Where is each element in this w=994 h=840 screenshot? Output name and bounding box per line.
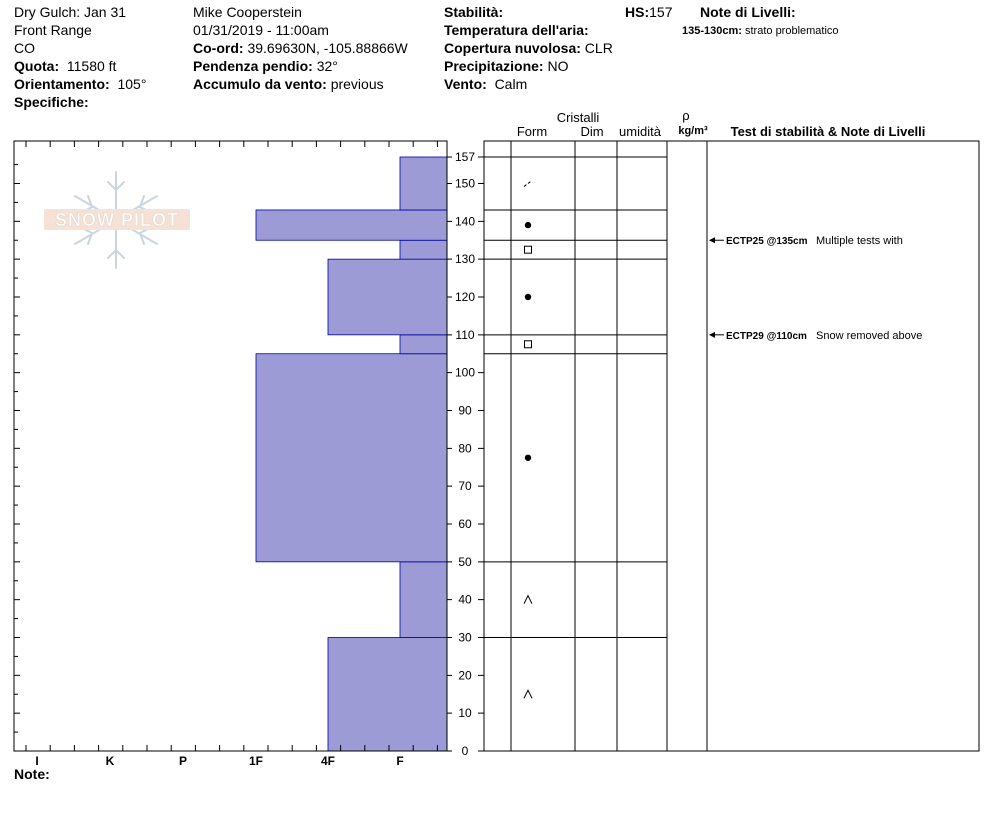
depth-hoar-icon — [524, 690, 532, 698]
precip-value: NO — [547, 58, 569, 74]
density-header: kg/m³ — [678, 125, 708, 137]
hardness-tick-label: K — [105, 754, 115, 768]
height-tick-label: 120 — [454, 289, 476, 304]
wind-loading-value: previous — [330, 76, 384, 92]
crystal-table-frame — [484, 141, 979, 751]
state: CO — [14, 40, 35, 56]
faceted-crystals-icon — [525, 341, 532, 348]
hardness-tick-label: F — [396, 754, 404, 768]
layer-note-text: strato problematico — [745, 25, 839, 37]
height-tick-label: 90 — [458, 403, 472, 418]
height-tick-label: 60 — [458, 516, 472, 531]
height-tick-label: 157 — [454, 150, 476, 164]
height-tick-label: 40 — [458, 592, 472, 607]
height-tick-label: 30 — [458, 630, 472, 645]
hardness-tick-label: 1F — [248, 754, 264, 768]
site-name: Dry Gulch: Jan 31 — [14, 4, 127, 20]
coord-value: 39.69630N, -105.88866W — [247, 40, 408, 56]
hardness-layer-bar — [400, 157, 447, 210]
cloud-value: CLR — [584, 40, 613, 56]
elevation-value: 11580 ft — [66, 58, 117, 74]
moisture-header: umidità — [619, 124, 661, 139]
test-code: ECTP25 @135cm — [726, 236, 808, 248]
height-tick-label: 70 — [458, 479, 472, 494]
layer-note-range: 135-130cm: — [682, 25, 742, 37]
specifics-label: Specifiche: — [14, 94, 89, 110]
height-tick-label: 100 — [454, 365, 476, 380]
height-tick-label: 80 — [458, 441, 472, 456]
hardness-layer-bar — [328, 637, 447, 751]
height-tick-label: 0 — [461, 744, 469, 758]
snowpilot-logo — [44, 172, 190, 268]
hardness-layer-bar — [400, 240, 447, 259]
datetime: 01/31/2019 - 11:00am — [193, 22, 329, 38]
elevation-label: Quota: — [14, 58, 60, 74]
aspect-value: 105° — [117, 76, 147, 92]
hardness-layer-bar — [256, 354, 447, 562]
wind-loading-label: Accumulo da vento: — [193, 76, 327, 92]
rounded-grains-icon — [525, 222, 531, 228]
stability-label: Stabilità: — [444, 4, 504, 20]
height-tick-label: 130 — [454, 252, 476, 267]
height-tick-label: 50 — [458, 554, 472, 569]
observer: Mike Cooperstein — [193, 4, 302, 20]
height-tick-label: 110 — [455, 327, 475, 342]
air-temp-label: Temperatura dell'aria: — [444, 22, 589, 38]
form-header: Form — [516, 124, 548, 139]
test-comment: Multiple tests with — [816, 235, 903, 248]
hardness-tick-label: P — [178, 754, 188, 768]
tests-notes-header: Test di stabilità & Note di Livelli — [730, 124, 926, 139]
wind-label: Vento: — [444, 76, 487, 92]
test-code: ECTP29 @110cm — [726, 330, 807, 342]
crystals-header: Cristalli — [556, 110, 600, 125]
wind-value: Calm — [494, 76, 528, 92]
cloud-label: Copertura nuvolosa: — [444, 40, 581, 56]
slope-value: 32° — [316, 58, 338, 74]
notes-label: Note: — [14, 766, 50, 782]
hs-label: HS: — [625, 4, 650, 20]
hardness-layer-bar — [400, 562, 447, 638]
height-tick-label: 140 — [454, 214, 476, 229]
rounded-grains-icon — [525, 455, 531, 461]
depth-hoar-icon — [524, 596, 532, 604]
layer-notes-label: Note di Livelli: — [700, 4, 796, 20]
hardness-layer-bar — [328, 259, 447, 335]
slope-label: Pendenza pendio: — [193, 58, 313, 74]
mountain-range: Front Range — [14, 22, 92, 38]
rho-header: ρ — [682, 108, 690, 123]
precip-label: Precipitazione: — [444, 58, 544, 74]
test-comment: Snow removed above — [816, 329, 923, 342]
dim-header: Dim — [580, 124, 604, 139]
logo-text: SNOW PILOT — [55, 210, 179, 230]
coord-label: Co-ord: — [193, 40, 244, 56]
hardness-layer-bar — [400, 335, 447, 354]
height-tick-label: 10 — [458, 706, 472, 721]
arrow-icon — [709, 332, 715, 338]
hardness-layer-bar — [256, 210, 447, 240]
hs-value: 157 — [649, 4, 673, 20]
height-tick-label: 150 — [454, 176, 476, 191]
hardness-tick-label: I — [35, 754, 39, 768]
aspect-label: Orientamento: — [14, 76, 110, 92]
height-tick-label: 20 — [458, 668, 472, 683]
decomposed-fragments-icon — [524, 180, 532, 186]
arrow-icon — [709, 237, 715, 243]
rounded-grains-icon — [525, 294, 531, 300]
faceted-crystals-icon — [525, 246, 532, 253]
hardness-tick-label: 4F — [320, 754, 336, 768]
